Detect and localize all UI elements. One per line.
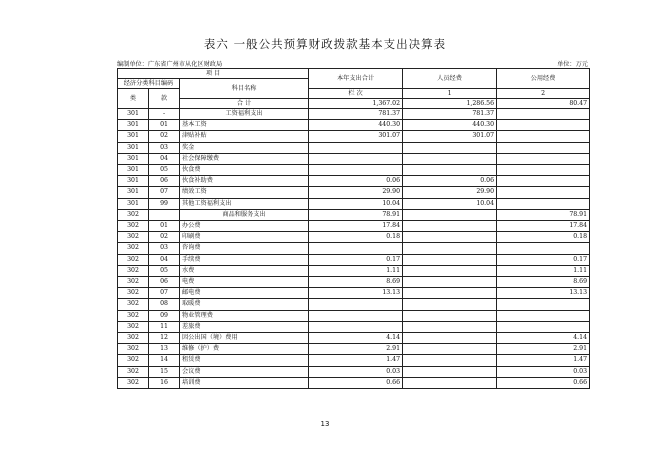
cell-personnel bbox=[403, 366, 497, 377]
cell-lei: 302 bbox=[118, 254, 149, 265]
cell-total: 0.03 bbox=[309, 366, 403, 377]
header-code-label: 经济分类科目编码 bbox=[118, 79, 180, 89]
cell-lei: 302 bbox=[118, 321, 149, 332]
cell-kuan: 06 bbox=[149, 277, 180, 288]
cell-total: 1.47 bbox=[309, 355, 403, 366]
header-total: 本年支出合计 bbox=[309, 69, 403, 89]
cell-subject-name: 电费 bbox=[180, 277, 309, 288]
cell-total: 0.66 bbox=[309, 377, 403, 388]
table-row bbox=[118, 344, 590, 355]
table-row bbox=[118, 321, 590, 332]
cell-total bbox=[309, 299, 403, 310]
cell-kuan: 04 bbox=[149, 254, 180, 265]
table-row bbox=[118, 109, 590, 120]
cell-personnel: 440.30 bbox=[403, 120, 497, 131]
cell-personnel bbox=[403, 142, 497, 153]
header-heji: 合 计 bbox=[180, 99, 309, 109]
table-row bbox=[118, 277, 590, 288]
cell-kuan: 03 bbox=[149, 142, 180, 153]
table-row bbox=[118, 333, 590, 344]
cell-total bbox=[309, 310, 403, 321]
cell-lei: 301 bbox=[118, 109, 149, 120]
cell-total: 0.17 bbox=[309, 254, 403, 265]
document-title: 表六 一般公共预算财政拨款基本支出决算表 bbox=[203, 37, 447, 51]
cell-kuan: 13 bbox=[149, 344, 180, 355]
table-row bbox=[118, 131, 590, 142]
cell-kuan: 99 bbox=[149, 198, 180, 209]
cell-lei: 302 bbox=[118, 265, 149, 276]
cell-kuan: 09 bbox=[149, 310, 180, 321]
cell-subject-name: 会议费 bbox=[180, 366, 309, 377]
cell-personnel bbox=[403, 377, 497, 388]
cell-subject-name: 办公费 bbox=[180, 221, 309, 232]
table-row bbox=[118, 232, 590, 243]
cell-subject-name: 工资福利支出 bbox=[180, 109, 309, 120]
cell-public: 0.03 bbox=[497, 366, 590, 377]
cell-kuan: 07 bbox=[149, 187, 180, 198]
table-row bbox=[118, 187, 590, 198]
cell-total bbox=[309, 142, 403, 153]
cell-subject-name: 维修（护）费 bbox=[180, 344, 309, 355]
cell-public bbox=[497, 198, 590, 209]
cell-public: 1.47 bbox=[497, 355, 590, 366]
table-row bbox=[118, 243, 590, 254]
cell-personnel bbox=[403, 209, 497, 220]
cell-subject-name: 印刷费 bbox=[180, 232, 309, 243]
cell-total: 4.14 bbox=[309, 333, 403, 344]
cell-lei: 302 bbox=[118, 232, 149, 243]
table-row bbox=[118, 366, 590, 377]
cell-kuan: 05 bbox=[149, 265, 180, 276]
table-row bbox=[118, 254, 590, 265]
cell-total bbox=[309, 165, 403, 176]
cell-lei: 301 bbox=[118, 131, 149, 142]
currency-unit: 单位：万元 bbox=[557, 61, 588, 68]
header-lan-ci: 栏 次 bbox=[309, 89, 403, 99]
table-row bbox=[118, 153, 590, 164]
table-row bbox=[118, 299, 590, 310]
cell-total bbox=[309, 321, 403, 332]
cell-public bbox=[497, 131, 590, 142]
table-row bbox=[118, 288, 590, 299]
cell-kuan bbox=[149, 209, 180, 220]
cell-public: 78.91 bbox=[497, 209, 590, 220]
table-row bbox=[118, 176, 590, 187]
cell-lei: 302 bbox=[118, 243, 149, 254]
cell-kuan: 11 bbox=[149, 321, 180, 332]
total-personnel: 1,286.56 bbox=[403, 99, 497, 109]
header-lei: 类 bbox=[118, 89, 149, 109]
cell-subject-name: 租赁费 bbox=[180, 355, 309, 366]
cell-public: 0.66 bbox=[497, 377, 590, 388]
budget-table bbox=[117, 68, 590, 389]
cell-personnel bbox=[403, 288, 497, 299]
cell-personnel bbox=[403, 355, 497, 366]
cell-lei: 302 bbox=[118, 221, 149, 232]
table-row bbox=[118, 120, 590, 131]
cell-personnel bbox=[403, 265, 497, 276]
cell-subject-name: 邮电费 bbox=[180, 288, 309, 299]
cell-personnel bbox=[403, 232, 497, 243]
cell-subject-name: 手续费 bbox=[180, 254, 309, 265]
cell-public bbox=[497, 299, 590, 310]
cell-subject-name: 津贴补贴 bbox=[180, 131, 309, 142]
cell-total bbox=[309, 243, 403, 254]
cell-subject-name: 伙食补助费 bbox=[180, 176, 309, 187]
cell-kuan: 02 bbox=[149, 232, 180, 243]
cell-subject-name: 物业管理费 bbox=[180, 310, 309, 321]
cell-kuan: 06 bbox=[149, 176, 180, 187]
cell-public: 2.91 bbox=[497, 344, 590, 355]
cell-public bbox=[497, 176, 590, 187]
cell-lei: 302 bbox=[118, 288, 149, 299]
cell-personnel: 10.04 bbox=[403, 198, 497, 209]
cell-kuan: 14 bbox=[149, 355, 180, 366]
cell-public bbox=[497, 321, 590, 332]
cell-kuan: 04 bbox=[149, 153, 180, 164]
cell-lei: 302 bbox=[118, 366, 149, 377]
cell-lei: 302 bbox=[118, 310, 149, 321]
cell-public bbox=[497, 109, 590, 120]
cell-kuan: 16 bbox=[149, 377, 180, 388]
cell-lei: 302 bbox=[118, 277, 149, 288]
cell-public bbox=[497, 310, 590, 321]
cell-kuan: 01 bbox=[149, 221, 180, 232]
cell-personnel bbox=[403, 344, 497, 355]
cell-kuan: 07 bbox=[149, 288, 180, 299]
cell-public bbox=[497, 187, 590, 198]
cell-personnel bbox=[403, 243, 497, 254]
cell-total bbox=[309, 153, 403, 164]
cell-public bbox=[497, 153, 590, 164]
table-body bbox=[118, 69, 590, 389]
table-row bbox=[118, 198, 590, 209]
page-number: 13 bbox=[320, 420, 330, 428]
cell-personnel bbox=[403, 310, 497, 321]
cell-personnel bbox=[403, 333, 497, 344]
cell-subject-name: 社会保障缴费 bbox=[180, 153, 309, 164]
cell-subject-name: 因公出国（境）费用 bbox=[180, 333, 309, 344]
table-row bbox=[118, 165, 590, 176]
total-public: 80.47 bbox=[497, 99, 590, 109]
table-row bbox=[118, 310, 590, 321]
cell-total: 13.13 bbox=[309, 288, 403, 299]
cell-subject-name: 奖金 bbox=[180, 142, 309, 153]
column-number-1: 1 bbox=[403, 89, 497, 99]
cell-kuan: 03 bbox=[149, 243, 180, 254]
cell-total: 10.04 bbox=[309, 198, 403, 209]
cell-subject-name: 商品和服务支出 bbox=[180, 209, 309, 220]
table-row bbox=[118, 377, 590, 388]
cell-personnel bbox=[403, 221, 497, 232]
cell-personnel: 301.07 bbox=[403, 131, 497, 142]
cell-kuan: 15 bbox=[149, 366, 180, 377]
header-public: 公用经费 bbox=[497, 69, 590, 89]
cell-kuan: - bbox=[149, 109, 180, 120]
cell-public bbox=[497, 142, 590, 153]
total-amount: 1,367.02 bbox=[309, 99, 403, 109]
cell-public: 4.14 bbox=[497, 333, 590, 344]
cell-lei: 301 bbox=[118, 165, 149, 176]
cell-public: 17.84 bbox=[497, 221, 590, 232]
cell-lei: 301 bbox=[118, 120, 149, 131]
cell-total: 29.90 bbox=[309, 187, 403, 198]
cell-public: 0.18 bbox=[497, 232, 590, 243]
cell-public bbox=[497, 165, 590, 176]
header-project: 项 目 bbox=[118, 69, 309, 79]
cell-subject-name: 取暖费 bbox=[180, 299, 309, 310]
column-number-2: 2 bbox=[497, 89, 590, 99]
cell-personnel: 781.37 bbox=[403, 109, 497, 120]
cell-total: 2.91 bbox=[309, 344, 403, 355]
cell-personnel: 0.06 bbox=[403, 176, 497, 187]
totals-row bbox=[118, 99, 590, 109]
cell-subject-name: 伙食费 bbox=[180, 165, 309, 176]
table-row bbox=[118, 142, 590, 153]
header-kuan: 款 bbox=[149, 89, 180, 109]
cell-total: 0.18 bbox=[309, 232, 403, 243]
cell-subject-name: 水费 bbox=[180, 265, 309, 276]
cell-personnel bbox=[403, 153, 497, 164]
cell-total: 8.69 bbox=[309, 277, 403, 288]
cell-personnel bbox=[403, 165, 497, 176]
header-row-project bbox=[118, 69, 590, 79]
cell-subject-name: 其他工资福利支出 bbox=[180, 198, 309, 209]
cell-total: 78.91 bbox=[309, 209, 403, 220]
cell-kuan: 02 bbox=[149, 131, 180, 142]
cell-lei: 302 bbox=[118, 355, 149, 366]
cell-personnel bbox=[403, 299, 497, 310]
cell-lei: 302 bbox=[118, 209, 149, 220]
cell-lei: 302 bbox=[118, 344, 149, 355]
cell-kuan: 05 bbox=[149, 165, 180, 176]
cell-lei: 301 bbox=[118, 187, 149, 198]
compiling-unit: 编制单位：广东省广州市从化区财政局 bbox=[117, 61, 223, 68]
cell-public: 1.11 bbox=[497, 265, 590, 276]
cell-public: 8.69 bbox=[497, 277, 590, 288]
cell-total: 781.37 bbox=[309, 109, 403, 120]
table-row bbox=[118, 355, 590, 366]
cell-public bbox=[497, 120, 590, 131]
cell-personnel bbox=[403, 254, 497, 265]
cell-subject-name: 基本工资 bbox=[180, 120, 309, 131]
cell-lei: 301 bbox=[118, 142, 149, 153]
cell-total: 17.84 bbox=[309, 221, 403, 232]
cell-total: 301.07 bbox=[309, 131, 403, 142]
cell-personnel bbox=[403, 277, 497, 288]
cell-subject-name: 差旅费 bbox=[180, 321, 309, 332]
cell-total: 1.11 bbox=[309, 265, 403, 276]
cell-subject-name: 咨询费 bbox=[180, 243, 309, 254]
cell-subject-name: 绩效工资 bbox=[180, 187, 309, 198]
header-personnel: 人员经费 bbox=[403, 69, 497, 89]
cell-subject-name: 培训费 bbox=[180, 377, 309, 388]
cell-personnel: 29.90 bbox=[403, 187, 497, 198]
cell-personnel bbox=[403, 321, 497, 332]
cell-public: 0.17 bbox=[497, 254, 590, 265]
cell-lei: 301 bbox=[118, 198, 149, 209]
cell-lei: 302 bbox=[118, 377, 149, 388]
table-row bbox=[118, 265, 590, 276]
cell-lei: 301 bbox=[118, 176, 149, 187]
cell-lei: 302 bbox=[118, 299, 149, 310]
header-subject-name: 科目名称 bbox=[180, 79, 309, 99]
table-row bbox=[118, 221, 590, 232]
cell-total: 0.06 bbox=[309, 176, 403, 187]
cell-kuan: 12 bbox=[149, 333, 180, 344]
cell-lei: 302 bbox=[118, 333, 149, 344]
cell-public bbox=[497, 243, 590, 254]
cell-kuan: 08 bbox=[149, 299, 180, 310]
cell-kuan: 01 bbox=[149, 120, 180, 131]
cell-lei: 301 bbox=[118, 153, 149, 164]
table-row bbox=[118, 209, 590, 220]
cell-public: 13.13 bbox=[497, 288, 590, 299]
cell-total: 440.30 bbox=[309, 120, 403, 131]
